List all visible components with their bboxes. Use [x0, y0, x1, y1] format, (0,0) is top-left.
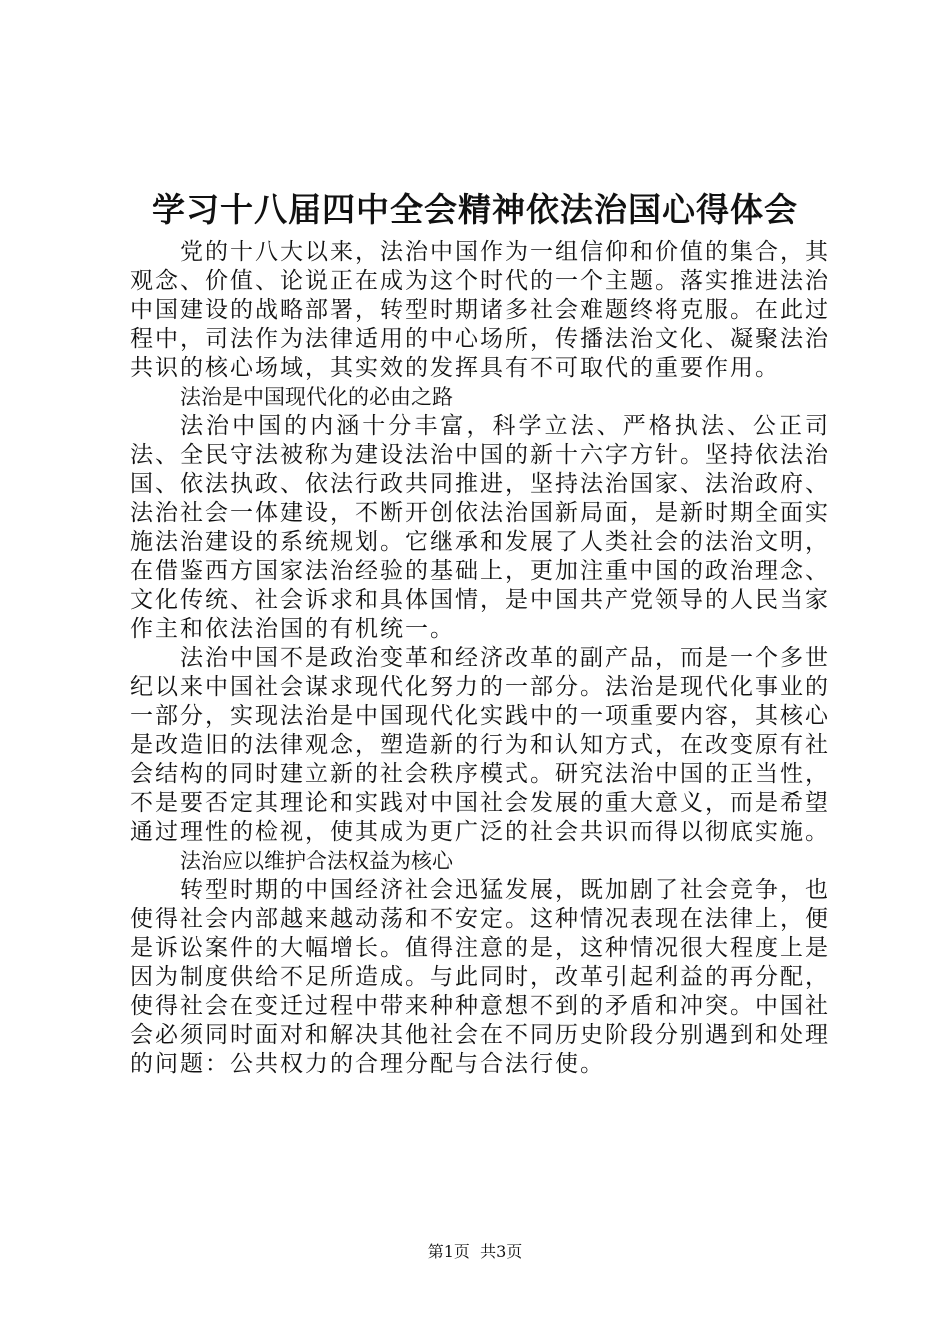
body-paragraph: 党的十八大以来，法治中国作为一组信仰和价值的集合，其观念、价值、论说正在成为这个时代的一个主题。落实推进法治中国建设的战略部署，转型时期诸多社会难题终将克服。在此过程中，司法作为法律适用的中心场所，传播法治文化、凝聚法治共识的核心场域，其实效的发挥具有不可取代的重要作用。	[130, 239, 830, 381]
document-title: 学习十八届四中全会精神依法治国心得体会	[152, 190, 798, 229]
document-body	[130, 238, 830, 1079]
body-paragraph: 转型时期的中国经济社会迅猛发展，既加剧了社会竞争，也使得社会内部越来越动荡和不安定。这种情况表现在法律上，便是诉讼案件的大幅增长。值得注意的是，这种情况很大程度上是因为制度供给不足所造成。与此同时，改革引起利益的再分配，使得社会在变迁过程中带来种种意想不到的矛盾和冲突。中国社会必须同时面对和解决其他社会在不同历史阶段分别遇到和处理的问题：公共权力的合理分配与合法行使。	[130, 877, 830, 1077]
section-heading: 法治是中国现代化的必由之路	[180, 385, 453, 409]
body-paragraph: 法治中国不是政治变革和经济改革的副产品，而是一个多世纪以来中国社会谋求现代化努力的一部分。法治是现代化事业的一部分，实现法治是中国现代化实践中的一项重要内容，其核心是改造旧的法律观念，塑造新的行为和认知方式，在改变原有社会结构的同时建立新的社会秩序模式。研究法治中国的正当性，不是要否定其理论和实践对中国社会发展的重大意义，而是希望通过理性的检视，使其成为更广泛的社会共识而得以彻底实施。	[130, 645, 830, 845]
page-footer: 第1页 共3页	[427, 1242, 523, 1261]
section-heading: 法治应以维护合法权益为核心	[180, 849, 453, 873]
body-paragraph: 法治中国的内涵十分丰富，科学立法、严格执法、公正司法、全民守法被称为建设法治中国的新十六字方针。坚持依法治国、依法执政、依法行政共同推进，坚持法治国家、法治政府、法治社会一体建设，不断开创依法治国新局面，是新时期全面实施法治建设的系统规划。它继承和发展了人类社会的法治文明，在借鉴西方国家法治经验的基础上，更加注重中国的政治理念、文化传统、社会诉求和具体国情，是中国共产党领导的人民当家作主和依法治国的有机统一。	[130, 413, 830, 642]
